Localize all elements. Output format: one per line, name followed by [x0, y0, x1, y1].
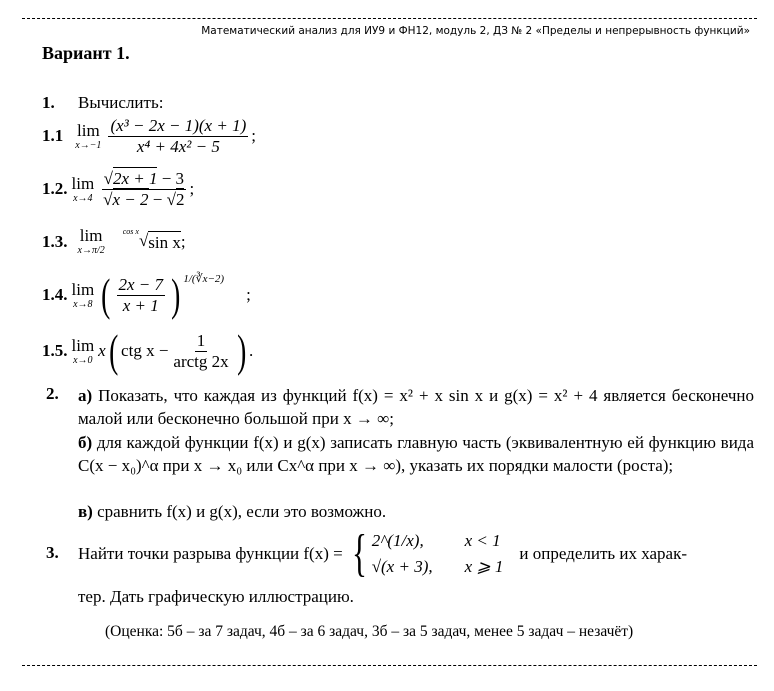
- task-3-tail: и определить их харак-: [519, 544, 688, 563]
- task-title: Вычислить:: [78, 93, 164, 112]
- limit-sub: x→0: [73, 354, 93, 366]
- right-paren: ): [171, 269, 181, 320]
- exponent: 1/(∛x−2): [183, 273, 225, 285]
- limit: lim x→4: [71, 173, 95, 204]
- top-dashed-divider: [22, 18, 757, 19]
- left-paren: (: [101, 269, 111, 320]
- radicand: 2: [175, 189, 185, 209]
- end-punct: ;: [246, 285, 251, 304]
- task-2b: [78, 431, 754, 477]
- limit: lim x→8: [71, 279, 95, 310]
- task-2-number: 2.: [46, 384, 59, 403]
- task-number: 1.: [42, 93, 55, 112]
- task-1-4: [42, 269, 251, 320]
- bottom-dashed-divider: [22, 665, 757, 666]
- radicand: x − 2: [112, 189, 149, 209]
- limit-sub: x→−1: [75, 139, 102, 151]
- numerator: √2x + 1 − 3: [103, 169, 185, 188]
- limit-sub: x→π/2: [77, 245, 105, 256]
- denominator: x⁴ + 4x² − 5: [136, 136, 220, 156]
- denominator: arctg 2x: [173, 351, 229, 371]
- end-punct: ;: [180, 231, 186, 251]
- limit: lim x→0: [71, 335, 95, 366]
- right-paren: ): [236, 325, 246, 376]
- limit-sub: x→8: [73, 298, 93, 310]
- limit-sub: x→4: [73, 192, 93, 204]
- denominator: x + 1: [122, 295, 159, 315]
- case-2-value: √(x + 3),: [371, 557, 433, 576]
- fraction: [108, 116, 248, 156]
- subitem-label: в): [78, 502, 93, 521]
- end-punct: ;: [189, 179, 195, 199]
- subitem-text: Показать, что каждая из функций f(x) = x² + x sin x и g(x) = x² + 4 является бесконечно малой или бесконечно большой при x → ∞;: [78, 386, 755, 428]
- item-number: 1.2.: [42, 179, 68, 199]
- subitem-text: для каждой функции f(x) и g(x) записать главную часть (эквивалентную ей функцию вида C(x − x₀)^α при x → x₀ или Cx^α при x → ∞), указать их порядки малости (роста);: [78, 433, 754, 475]
- variant-title: Вариант 1.: [42, 43, 130, 63]
- task-1-2: [42, 169, 194, 209]
- end-punct: ;: [251, 126, 256, 146]
- subitem-label: б): [78, 433, 93, 452]
- fraction: [171, 331, 230, 371]
- task-1-3: [42, 227, 186, 256]
- ctg-term: ctg x −: [121, 341, 169, 360]
- case-1-value: 2^(1/x),: [371, 531, 424, 550]
- task-1-5: [42, 325, 254, 376]
- task-1-1: [42, 116, 256, 156]
- factor: x: [98, 341, 106, 360]
- radicand: 2x + 1: [112, 169, 158, 188]
- subitem-label: а): [78, 386, 93, 405]
- denominator: √x − 2 − √2: [103, 189, 185, 209]
- limit: lim x→−1: [75, 120, 102, 151]
- piecewise-cases: [372, 531, 504, 577]
- case-2-condition: x ⩾ 1: [464, 557, 504, 576]
- task-3-statement: [78, 525, 688, 582]
- task-1-heading: [42, 93, 163, 113]
- page-header: Математический анализ для ИУ9 и ФН12, модуль 2, ДЗ № 2 «Пределы и непрерывность функций»: [201, 25, 750, 37]
- task-2c: [78, 500, 754, 523]
- root-index: cos x: [122, 226, 139, 236]
- numerator: 2x − 7: [118, 274, 164, 294]
- numerator-rest: − 3: [157, 169, 185, 188]
- minus: −: [148, 189, 167, 209]
- numerator: (x³ − 2x − 1)(x + 1): [110, 116, 247, 135]
- item-number: 1.1: [42, 126, 64, 146]
- left-brace: {: [351, 525, 367, 582]
- task-2a: [78, 384, 754, 430]
- task-3-lead: Найти точки разрыва функции f(x) =: [78, 544, 343, 563]
- subitem-text: сравнить f(x) и g(x), если это возможно.: [97, 502, 387, 521]
- item-number: 1.4.: [42, 285, 68, 304]
- item-number: 1.5.: [42, 341, 68, 360]
- grading-note: (Оценка: 5б – за 7 задач, 4б – за 6 задач, 3б – за 5 задач, менее 5 задач – незачёт): [105, 623, 634, 640]
- root: cos x √ sin x: [122, 226, 181, 252]
- task-3-line-2: тер. Дать графическую иллюстрацию.: [78, 587, 354, 606]
- case-1-condition: x < 1: [464, 531, 501, 550]
- fraction: [101, 169, 186, 209]
- limit: lim x→π/2: [77, 226, 105, 256]
- fraction: [117, 275, 166, 315]
- numerator: 1: [196, 330, 206, 350]
- left-paren: (: [108, 325, 118, 376]
- item-number: 1.3.: [42, 231, 68, 251]
- radicand: sin x: [148, 232, 181, 252]
- task-3-number: 3.: [46, 543, 59, 562]
- end-punct: .: [248, 341, 254, 360]
